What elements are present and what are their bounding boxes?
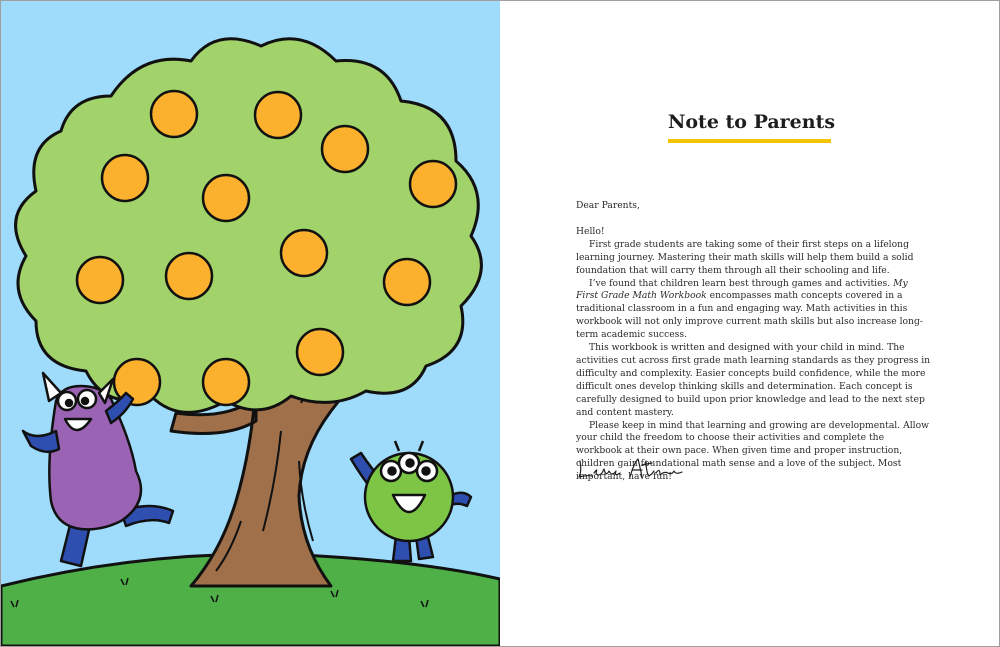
orange-fruit <box>203 175 249 221</box>
orange-fruit <box>102 155 148 201</box>
illustration-page <box>1 1 500 646</box>
orange-fruit <box>297 329 343 375</box>
title-underline <box>668 139 831 143</box>
letter-greeting: Hello! <box>576 225 605 237</box>
letter-paragraph-3: This workbook is written and designed with your child in mind. The activities cut across first grade math learning standards as they progress in difficulty and complexity. Easier concepts build confidence, while the more difficult ones develop thinking skills and determination. Each concept is carefully designed to build upon prior knowledge and lead to the next step and content mastery. <box>576 342 931 418</box>
orange-fruit <box>322 126 368 172</box>
orange-fruit <box>255 92 301 138</box>
letter-body <box>576 200 931 484</box>
signature <box>576 453 686 483</box>
paragraph-2-end: encompasses math concepts covered in a traditional classroom in a fun and engaging way. Math activities in this workbook will not only improve current math skills but also increase long-term academic success. <box>576 290 923 341</box>
letter-paragraph-1: First grade students are taking some of their first steps on a lifelong learning journey. Mastering their math skills will help them build a solid foundation that will carry them through all their schooling and life. <box>576 238 914 276</box>
page-title: Note to Parents <box>668 111 836 133</box>
paragraph-2-start: I’ve found that children learn best through games and activities. <box>589 277 891 289</box>
orange-fruit <box>166 253 212 299</box>
tree-illustration <box>1 1 500 646</box>
book-title: My First Grade Math Workbook <box>576 277 908 302</box>
orange-fruit <box>151 91 197 137</box>
orange-fruit <box>281 230 327 276</box>
green-monster <box>351 441 471 561</box>
letter-paragraph-4: Please keep in mind that learning and growing are developmental. Allow your child the freedom to choose their activities and complete the workbook at their own pace. When given time and proper instruction, children gain foundational math sense and a love of the subject. Most important, have fun! <box>576 419 929 483</box>
letter-salutation: Dear Parents, <box>576 200 640 211</box>
orange-fruit <box>410 161 456 207</box>
orange-fruit <box>384 259 430 305</box>
tree-foliage <box>16 39 482 413</box>
orange-fruit <box>203 359 249 405</box>
orange-fruit <box>77 257 123 303</box>
note-page <box>500 1 999 646</box>
letter-paragraph-2 <box>576 278 931 343</box>
